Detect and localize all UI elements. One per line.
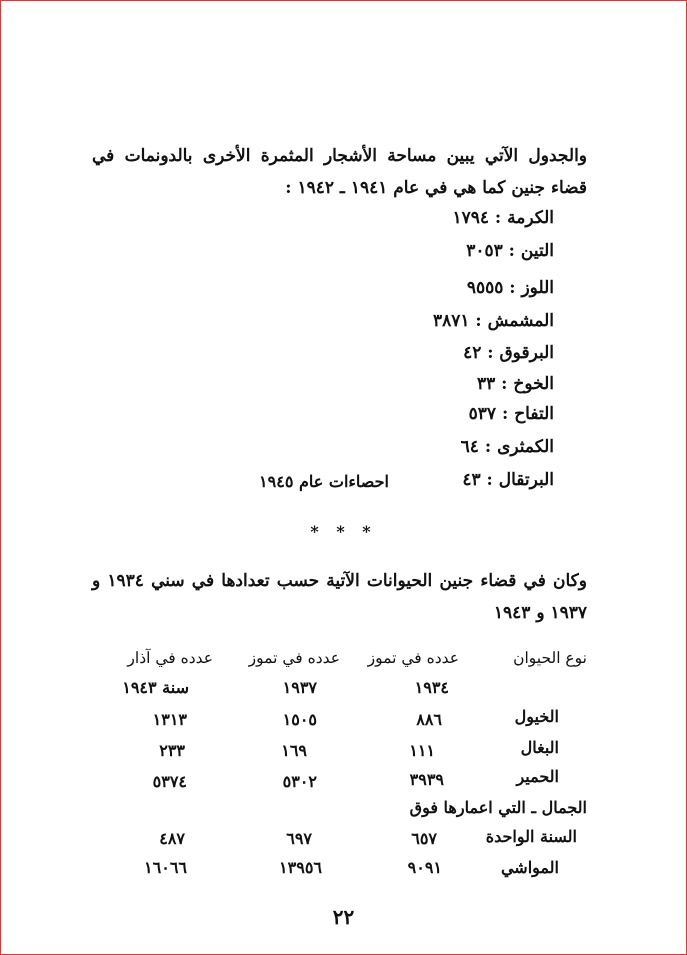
table-cell: ٣٩٣٩ — [409, 770, 444, 789]
table-header: عدده في تموز — [367, 649, 459, 667]
camels-label: الجمال ـ التي اعمارها فوق — [409, 798, 587, 817]
table-year: سنة ١٩٤٣ — [122, 678, 189, 697]
table-cell: ١١١ — [409, 741, 435, 760]
crop-name: الخوخ — [513, 374, 554, 394]
crop-name: الكرمة — [507, 208, 554, 228]
crop-item: الخوخ : ٣٣ — [476, 374, 554, 394]
crop-name: البرقوق — [499, 343, 554, 363]
table-row-label: الحمير — [516, 767, 559, 786]
table-year: ١٩٣٧ — [282, 678, 317, 697]
crop-name: المشمش — [487, 311, 554, 331]
crop-value: ٣٠٥٣ — [466, 241, 503, 261]
crop-item: اللوز : ٩٥٥٥ — [466, 278, 554, 298]
animals-paragraph: وكان في قضاء جنين الحيوانات الآتية حسب تعدادها في سني ١٩٣٤ و ١٩٣٧ و ١٩٤٣ — [92, 571, 587, 623]
crop-item: المشمش : ٣٨٧١ — [432, 311, 554, 331]
table-cell: ٥٣٠٢ — [282, 772, 317, 791]
table-cell: ٥٣٧٤ — [152, 772, 187, 791]
intro-paragraph: والجدول الآتي يبين مساحة الأشجار المثمرة الأخرى بالدونمات في قضاء جنين كما هي في عام ١٩٤١ ـ ١٩٤٢ : — [92, 146, 587, 198]
crop-value: ٦٤ — [460, 437, 479, 457]
table-row-label: البغال — [520, 738, 559, 757]
crop-item: الكرمة : ١٧٩٤ — [452, 208, 554, 228]
crop-item: التين : ٣٠٥٣ — [466, 241, 554, 261]
table-header: عدده في آذار — [127, 649, 213, 667]
crop-name: البرتقال — [498, 470, 554, 490]
crop-item: الكمثرى : ٦٤ — [460, 437, 554, 457]
crop-name: الكمثرى — [497, 437, 554, 457]
stats-note: احصاءات عام ١٩٤٥ — [259, 472, 389, 491]
crop-value: ٥٣٧ — [468, 404, 497, 424]
page-number: ٢٢ — [332, 905, 355, 929]
table-cell: ١٦٩ — [281, 741, 307, 760]
table-cell: ٩٠٩١ — [407, 858, 442, 877]
crop-item: التفاح : ٥٣٧ — [468, 404, 554, 424]
crop-value: ٣٨٧١ — [432, 311, 470, 331]
table-row-label: الخيول — [514, 707, 559, 726]
crop-value: ٤٢ — [463, 343, 482, 363]
crop-item: البرتقال : ٤٣ — [462, 470, 554, 490]
table-cell: ٦٥٧ — [411, 829, 437, 848]
table-cell: ٤٨٧ — [159, 829, 185, 848]
table-cell: ٨٨٦ — [416, 710, 442, 729]
crop-item: البرقوق : ٤٢ — [463, 343, 554, 363]
table-row-label: السنة الواحدة — [485, 827, 577, 846]
table-row-label: المواشي — [500, 858, 559, 877]
crop-name: التفاح — [514, 404, 554, 424]
crop-value: ٩٥٥٥ — [466, 278, 504, 298]
crop-name: اللوز — [521, 278, 554, 298]
table-cell: ٦٩٧ — [286, 829, 312, 848]
table-cell: ١٣٩٥٦ — [279, 858, 322, 877]
crop-value: ١٧٩٤ — [452, 208, 489, 228]
table-header: نوع الحيوان — [513, 649, 587, 667]
section-separator: * * * — [310, 522, 377, 541]
table-cell: ١٦٠٦٦ — [144, 858, 187, 877]
table-cell: ١٣١٣ — [152, 710, 187, 729]
crop-name: التين — [520, 241, 554, 261]
crop-value: ٣٣ — [476, 374, 496, 394]
table-cell: ١٥٠٥ — [282, 710, 317, 729]
crop-value: ٤٣ — [462, 470, 481, 490]
table-cell: ٢٣٣ — [159, 741, 185, 760]
table-year: ١٩٣٤ — [414, 678, 449, 697]
table-header: عدده في تموز — [248, 649, 340, 667]
